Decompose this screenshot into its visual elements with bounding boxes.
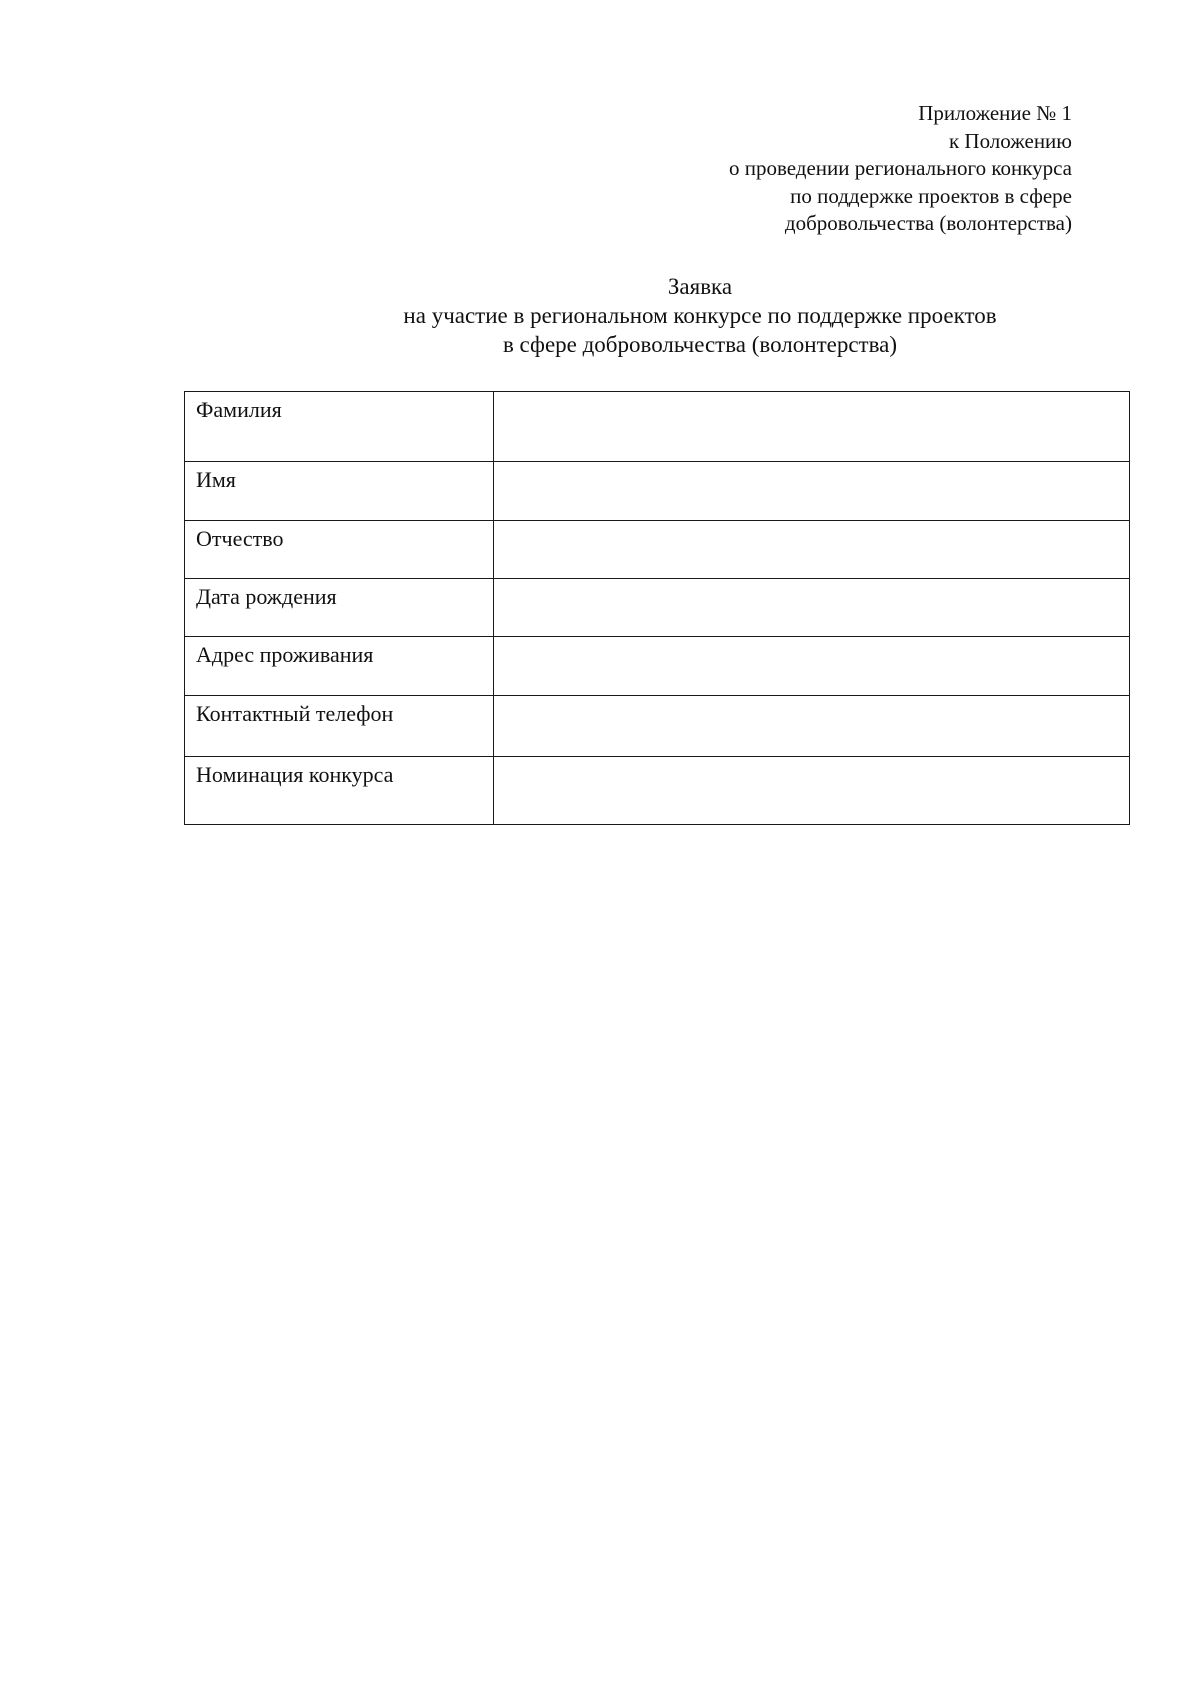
title-line: в сфере добровольчества (волонтерства): [502, 332, 898, 357]
field-label-birth-date: Дата рождения: [185, 579, 494, 637]
attachment-line: Приложение № 1: [918, 101, 1072, 125]
field-label-nomination: Номинация конкурса: [185, 757, 494, 825]
field-label-phone: Контактный телефон: [185, 696, 494, 757]
table-row: [185, 392, 1130, 462]
application-form-table: [184, 391, 1130, 825]
title-heading: Заявка: [667, 274, 733, 299]
field-value-patronymic[interactable]: [494, 521, 1130, 579]
field-label-address: Адрес проживания: [185, 637, 494, 696]
table-row: [185, 579, 1130, 637]
field-value-phone[interactable]: [494, 696, 1130, 757]
field-value-birth-date[interactable]: [494, 579, 1130, 637]
document-title: [300, 272, 1100, 359]
field-value-surname[interactable]: [494, 392, 1130, 462]
field-value-address[interactable]: [494, 637, 1130, 696]
field-value-name[interactable]: [494, 462, 1130, 521]
field-label-surname: Фамилия: [185, 392, 494, 462]
attachment-line: о проведении регионального конкурса: [728, 156, 1072, 180]
table-row: [185, 462, 1130, 521]
field-label-patronymic: Отчество: [185, 521, 494, 579]
table-row: [185, 637, 1130, 696]
attachment-line: по поддержке проектов в сфере: [790, 183, 1072, 208]
title-line: на участие в региональном конкурсе по поддержке проектов: [403, 303, 997, 328]
table-row: [185, 696, 1130, 757]
attachment-line: к Положению: [948, 128, 1072, 153]
table-row: [185, 521, 1130, 579]
table-row: [185, 757, 1130, 825]
field-value-nomination[interactable]: [494, 757, 1130, 825]
attachment-line: добровольчества (волонтерства): [784, 211, 1072, 235]
field-label-name: Имя: [185, 462, 494, 521]
attachment-note: [472, 100, 1072, 238]
